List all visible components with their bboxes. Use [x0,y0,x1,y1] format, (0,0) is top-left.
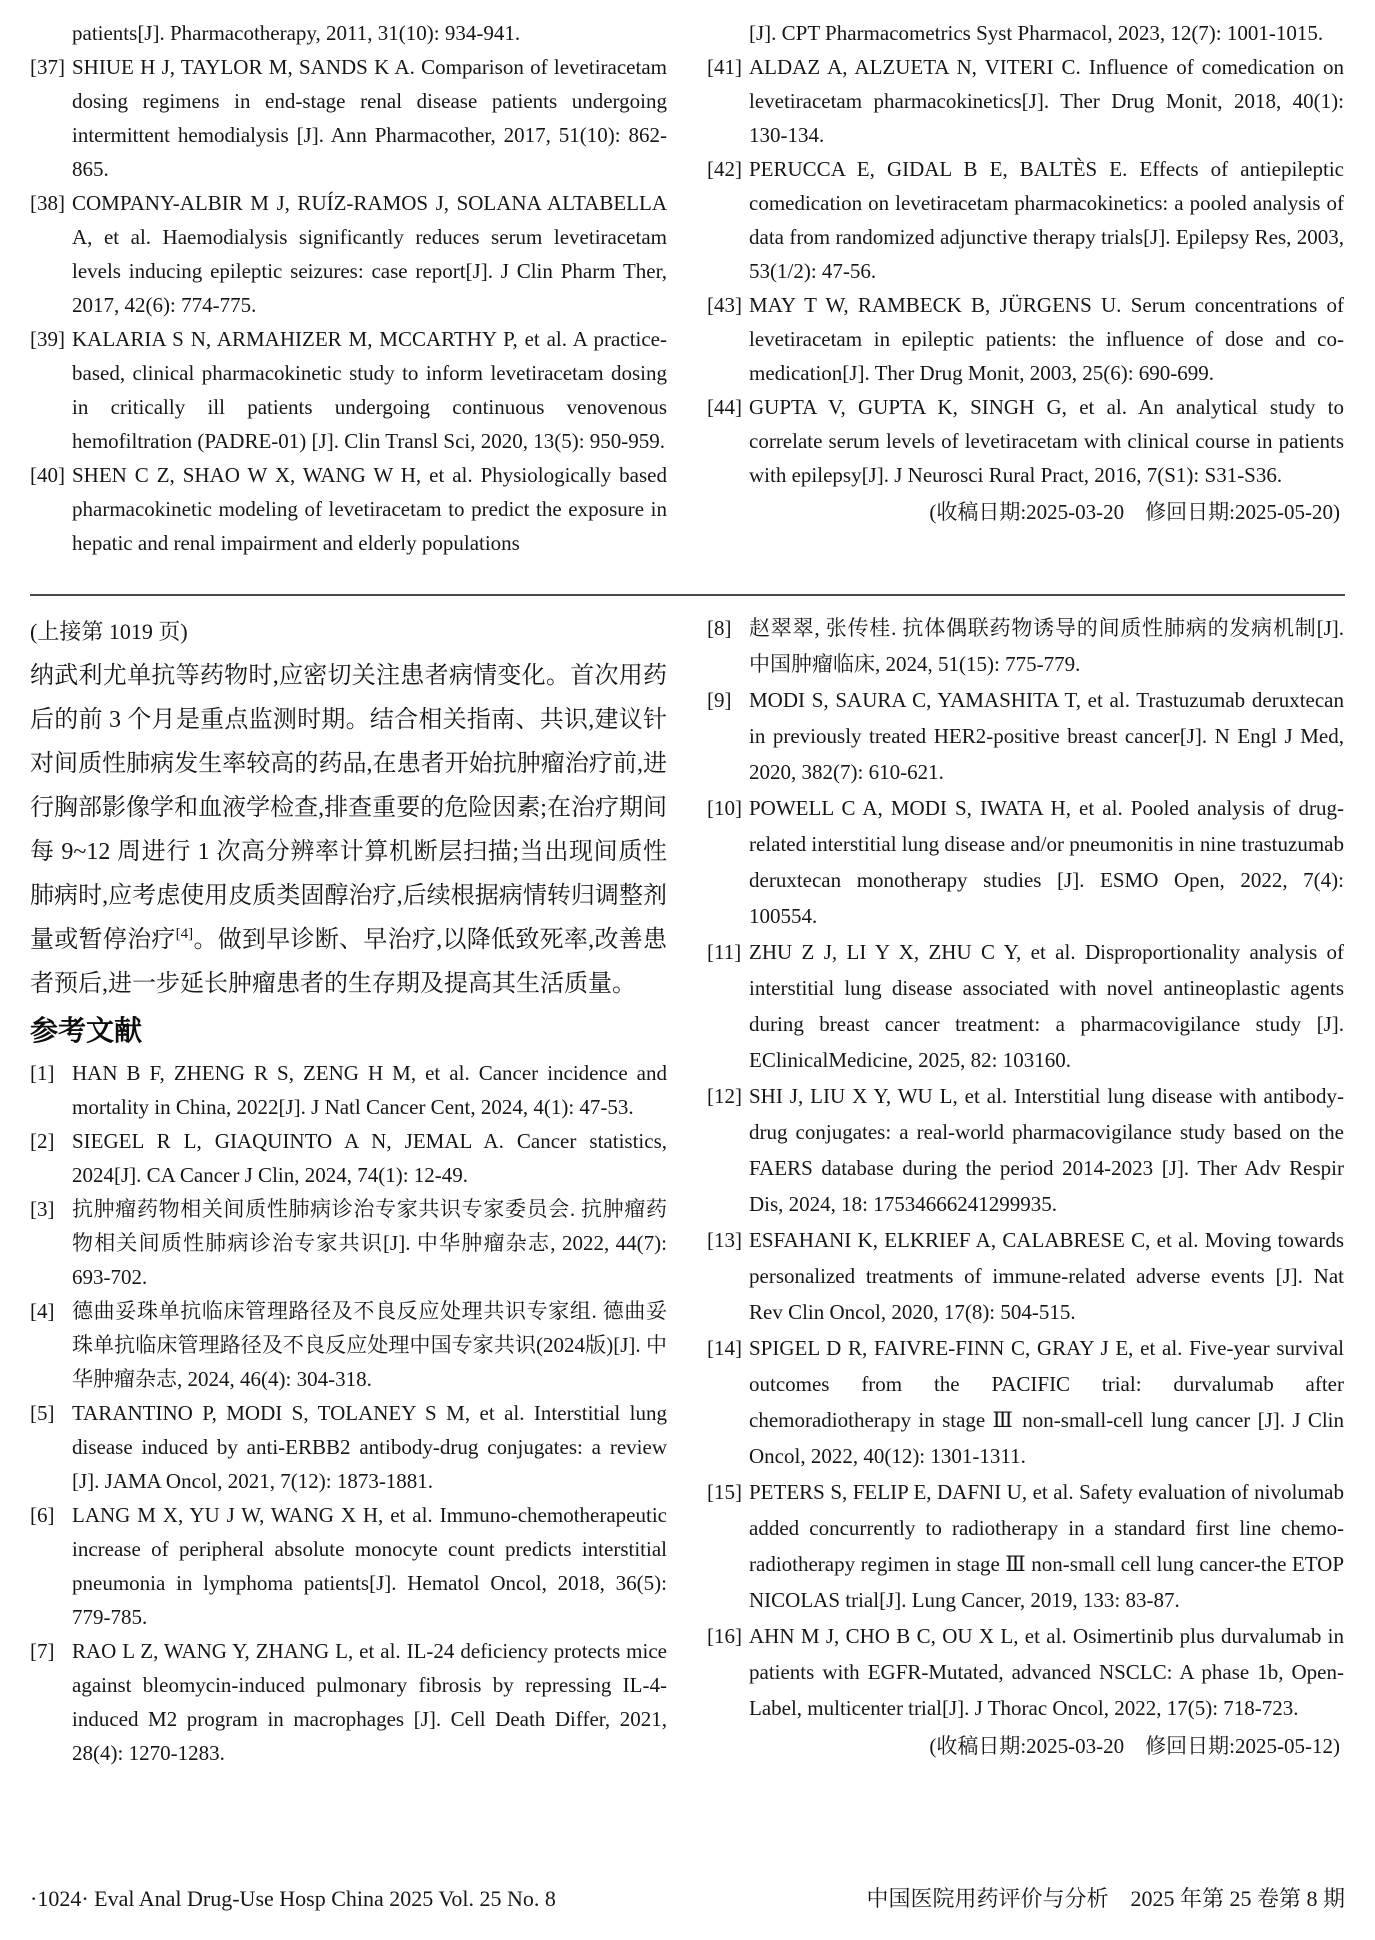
section-divider-rule [30,594,1345,596]
reference-number: [39] [30,327,65,351]
reference-number: [2] [30,1129,55,1153]
citation-superscript: [4] [175,926,194,942]
reference-text: MODI S, SAURA C, YAMASHITA T, et al. Trastuzumab deruxtecan in previously treated HER2-positive breast cancer[J]. N Engl J Med, 2020, 382(7): 610-621. [749,688,1344,784]
reference-item [30,1056,667,1124]
reference-text: SIEGEL R L, GIAQUINTO A N, JEMAL A. Cancer statistics, 2024[J]. CA Cancer J Clin, 2024, 74(1): 12-49. [72,1129,667,1187]
reference-number: [15] [707,1480,742,1504]
reference-item [30,1294,667,1396]
reference-number: [13] [707,1228,742,1252]
reference-number: [9] [707,688,732,712]
reference-text: POWELL C A, MODI S, IWATA H, et al. Pooled analysis of drug-related interstitial lung disease and/or pneumonitis in nine trastuzumab deruxtecan monotherapy studies [J]. ESMO Open, 2022, 7(4): 100554. [749,796,1344,928]
reference-item [707,610,1344,682]
paragraph-text: 纳武利尤单抗等药物时,应密切关注患者病情变化。首次用药后的前 3 个月是重点监测时期。结合相关指南、共识,建议针对间质性肺病发生率较高的药品,在患者开始抗肿瘤治疗前,进行胸部影像学和血液学检查,排查重要的危险因素;在治疗期间每 9~12 周进行 1 次高分辨率计算机断层扫描;当出现间质性肺病时,应考虑使用皮质类固醇治疗,后续根据病情转归调整剂量或暂停治疗 [30,663,667,953]
top-left-column [30,16,667,578]
reference-text: SHIUE H J, TAYLOR M, SANDS K A. Comparison of levetiracetam dosing regimens in end-stage renal disease patients undergoing intermittent hemodialysis [J]. Ann Pharmacother, 2017, 51(10): 862-865. [72,55,667,181]
reference-number: [41] [707,55,742,79]
reference-number: [44] [707,395,742,419]
reference-text: PERUCCA E, GIDAL B E, BALTÈS E. Effects of antiepileptic comedication on levetiracetam pharmacokinetics: a pooled analysis of data from randomized adjunctive therapy trials[J]. Epilepsy Res, 2003, 53(1/2): 47-56. [749,157,1344,283]
reference-item [707,682,1344,790]
reference-item [30,322,667,458]
reference-item [30,50,667,186]
reference-item [30,1124,667,1192]
reference-text: 赵翠翠, 张传桂. 抗体偶联药物诱导的间质性肺病的发病机制[J]. 中国肿瘤临床, 2024, 51(15): 775-779. [749,616,1344,676]
bottom-left-column [30,610,667,1770]
top-references-section [30,16,1345,578]
reference-text: HAN B F, ZHENG R S, ZENG H M, et al. Cancer incidence and mortality in China, 2022[J]. J Natl Cancer Cent, 2024, 4(1): 47-53. [72,1061,667,1119]
reference-item [707,1474,1344,1618]
reference-number: [14] [707,1336,742,1360]
reference-item [707,50,1344,152]
reference-text: ALDAZ A, ALZUETA N, VITERI C. Influence of comedication on levetiracetam pharmacokinetics[J]. Ther Drug Monit, 2018, 40(1): 130-134. [749,55,1344,147]
reference-number: [37] [30,55,65,79]
received-revised-dates: (收稿日期:2025-03-20 修回日期:2025-05-20) [929,500,1340,524]
reference-number: [7] [30,1639,55,1663]
reference-number: [12] [707,1084,742,1108]
reference-number: [38] [30,191,65,215]
reference-number: [1] [30,1061,55,1085]
body-paragraph [30,654,667,1006]
received-revised-dates: (收稿日期:2025-03-20 修回日期:2025-05-12) [929,1734,1340,1758]
reference-text: KALARIA S N, ARMAHIZER M, MCCARTHY P, et al. A practice-based, clinical pharmacokinetic study to inform levetiracetam dosing in critically ill patients undergoing continuous venovenous hemofiltration (PADRE-01) [J]. Clin Transl Sci, 2020, 13(5): 950-959. [72,327,667,453]
reference-item [30,186,667,322]
reference-text: GUPTA V, GUPTA K, SINGH G, et al. An analytical study to correlate serum levels of levetiracetam with clinical course in patients with epilepsy[J]. J Neurosci Rural Pract, 2016, 7(S1): S31-S36. [749,395,1344,487]
reference-text: [J]. CPT Pharmacometrics Syst Pharmacol, 2023, 12(7): 1001-1015. [749,21,1324,45]
page-footer [30,1884,1345,1914]
reference-text: PETERS S, FELIP E, DAFNI U, et al. Safety evaluation of nivolumab added concurrently to radiotherapy in a standard first line chemo-radiotherapy regimen in stage Ⅲ non-small cell lung cancer-the ETOP NICOLAS trial[J]. Lung Cancer, 2019, 133: 83-87. [749,1480,1344,1612]
reference-text: 抗肿瘤药物相关间质性肺病诊治专家共识专家委员会. 抗肿瘤药物相关间质性肺病诊治专家共识[J]. 中华肿瘤杂志, 2022, 44(7): 693-702. [72,1197,667,1289]
reference-number: [11] [707,940,742,964]
reference-item [30,458,667,560]
reference-item [707,934,1344,1078]
footer-page-info: ·1024· Eval Anal Drug-Use Hosp China 2025 Vol. 25 No. 8 [30,1886,556,1911]
reference-item [707,790,1344,934]
reference-item [707,1330,1344,1474]
reference-text: SPIGEL D R, FAIVRE-FINN C, GRAY J E, et al. Five-year survival outcomes from the PACIFIC trial: durvalumab after chemoradiotherapy in stage Ⅲ non-small-cell lung cancer [J]. J Clin Oncol, 2022, 40(12): 1301-1311. [749,1336,1344,1468]
top-right-column [707,16,1344,578]
references-heading: 参考文献 [30,1015,143,1046]
bottom-article-section [30,610,1345,1770]
reference-number: [3] [30,1197,55,1221]
reference-text: TARANTINO P, MODI S, TOLANEY S M, et al. Interstitial lung disease induced by anti-ERBB2 antibody-drug conjugates: a review [J]. JAMA Oncol, 2021, 7(12): 1873-1881. [72,1401,667,1493]
reference-number: [40] [30,463,65,487]
reference-number: [8] [707,616,732,640]
reference-item [30,1396,667,1498]
reference-item [30,1498,667,1634]
footer-journal-info: 中国医院用药评价与分析 2025 年第 25 卷第 8 期 [866,1886,1345,1911]
reference-text: SHI J, LIU X Y, WU L, et al. Interstitial lung disease with antibody-drug conjugates: a real-world pharmacovigilance study based on the FAERS database during the period 2014-2023 [J]. Ther Adv Respir Dis, 2024, 18: 17534666241299935. [749,1084,1344,1216]
reference-number: [16] [707,1624,742,1648]
bottom-right-column [707,610,1344,1770]
reference-number: [5] [30,1401,55,1425]
reference-text: AHN M J, CHO B C, OU X L, et al. Osimertinib plus durvalumab in patients with EGFR-Mutated, advanced NSCLC: A phase 1b, Open-Label, multicenter trial[J]. J Thorac Oncol, 2022, 17(5): 718-723. [749,1624,1344,1720]
reference-item [707,152,1344,288]
reference-number: [43] [707,293,742,317]
reference-item [30,16,667,50]
reference-number: [42] [707,157,742,181]
reference-item [707,16,1344,50]
reference-number: [6] [30,1503,55,1527]
reference-number: [4] [30,1299,55,1323]
reference-text: 德曲妥珠单抗临床管理路径及不良反应处理共识专家组. 德曲妥珠单抗临床管理路径及不良反应处理中国专家共识(2024版)[J]. 中华肿瘤杂志, 2024, 46(4): 304-318. [72,1299,667,1391]
reference-item [30,1634,667,1770]
reference-text: MAY T W, RAMBECK B, JÜRGENS U. Serum concentrations of levetiracetam in epileptic patients: the influence of dose and co-medication[J]. Ther Drug Monit, 2003, 25(6): 690-699. [749,293,1344,385]
reference-item [707,1078,1344,1222]
reference-item [707,1618,1344,1726]
reference-item [707,1222,1344,1330]
reference-text: RAO L Z, WANG Y, ZHANG L, et al. IL-24 deficiency protects mice against bleomycin-induced pulmonary fibrosis by repressing IL-4-induced M2 program in macrophages [J]. Cell Death Differ, 2021, 28(4): 1270-1283. [72,1639,667,1765]
reference-item [30,1192,667,1294]
reference-text: COMPANY-ALBIR M J, RUÍZ-RAMOS J, SOLANA ALTABELLA A, et al. Haemodialysis significantly reduces serum levetiracetam levels inducing epileptic seizures: case report[J]. J Clin Pharm Ther, 2017, 42(6): 774-775. [72,191,667,317]
reference-text: LANG M X, YU J W, WANG X H, et al. Immuno-chemotherapeutic increase of peripheral absolute monocyte count predicts interstitial pneumonia in lymphoma patients[J]. Hematol Oncol, 2018, 36(5): 779-785. [72,1503,667,1629]
paragraph-text: 。做到早诊断、早治疗,以降低致死率,改善患者预后,进一步延长肿瘤患者的生存期及提高其生活质量。 [30,927,668,997]
reference-item [707,390,1344,492]
reference-text: SHEN C Z, SHAO W X, WANG W H, et al. Physiologically based pharmacokinetic modeling of levetiracetam to predict the exposure in hepatic and renal impairment and elderly populations [72,463,667,555]
reference-text: ESFAHANI K, ELKRIEF A, CALABRESE C, et al. Moving towards personalized treatments of immune-related adverse events [J]. Nat Rev Clin Oncol, 2020, 17(8): 504-515. [749,1228,1344,1324]
reference-number: [10] [707,796,742,820]
continued-from-note: (上接第 1019 页) [30,619,188,644]
reference-text: ZHU Z J, LI Y X, ZHU C Y, et al. Disproportionality analysis of interstitial lung disease associated with novel antineoplastic agents during breast cancer treatment: a pharmacovigilance study [J]. EClinicalMedicine, 2025, 82: 103160. [749,940,1344,1072]
reference-item [707,288,1344,390]
reference-text: patients[J]. Pharmacotherapy, 2011, 31(10): 934-941. [72,21,521,45]
